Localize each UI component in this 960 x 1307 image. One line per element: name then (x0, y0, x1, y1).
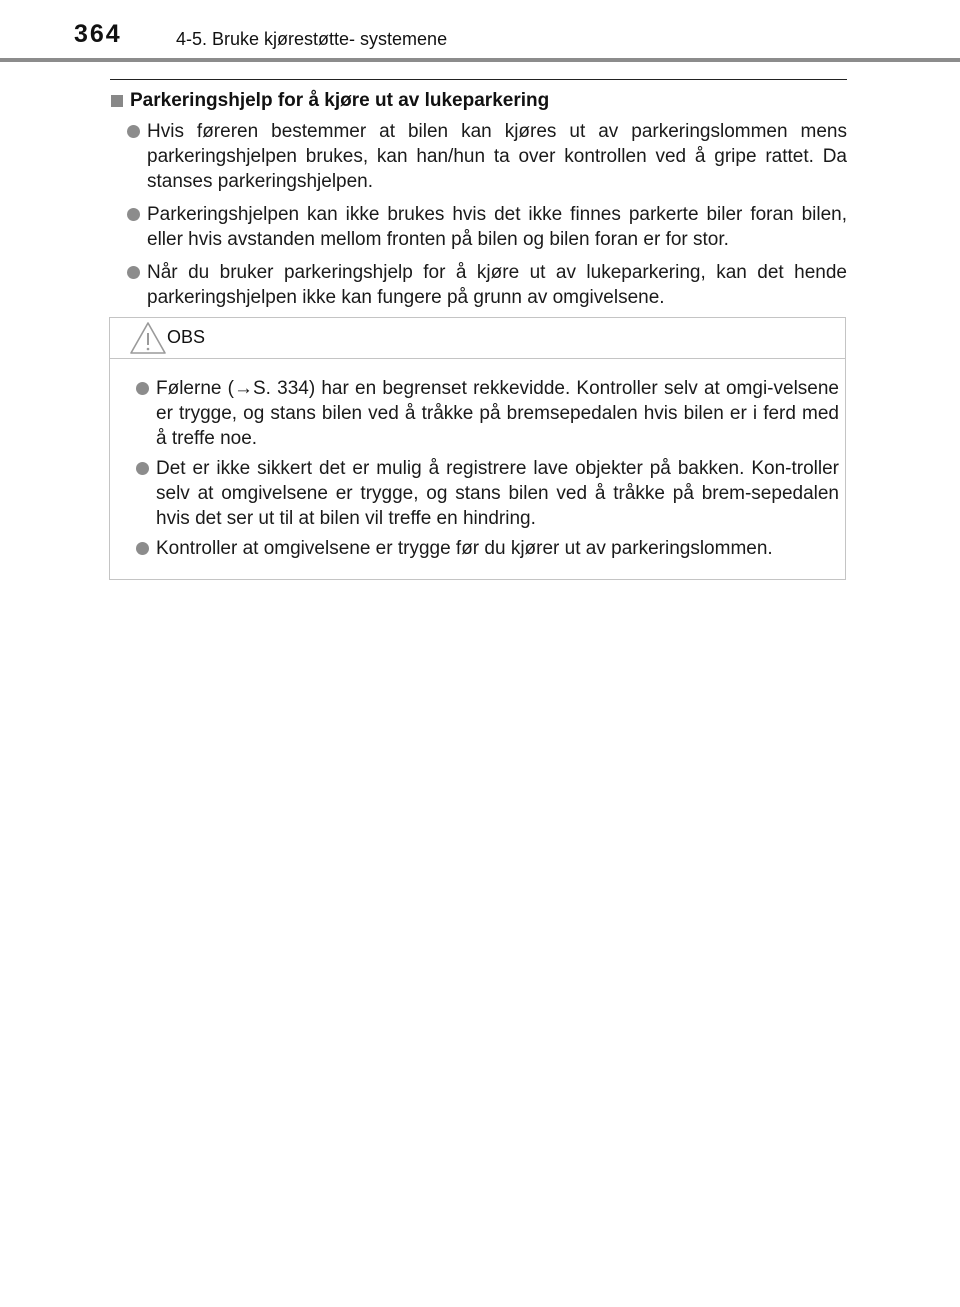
page-header (0, 0, 960, 62)
section-title: 4-5. Bruke kjørestøtte- systemene (176, 29, 448, 49)
bullet-dot-icon (136, 542, 149, 555)
square-bullet-icon (111, 95, 123, 107)
section-divider (110, 79, 847, 80)
bullet-list (127, 119, 847, 318)
bullet-dot-icon (136, 462, 149, 475)
notice-list (136, 376, 839, 566)
subsection-heading (111, 90, 549, 112)
page-number: 364 (74, 20, 122, 48)
header-rule (0, 58, 960, 62)
list-item (127, 202, 847, 252)
subsection-title: Parkeringshjelp for å kjøre ut av lukeparkering (130, 90, 550, 111)
notice-box (109, 317, 846, 580)
list-item (127, 119, 847, 194)
notice-label: OBS (167, 327, 206, 347)
list-item-text: Parkeringshjelpen kan ikke brukes hvis det ikke finnes parkerte biler foran bilen, eller hvis avstanden mellom fronten på bilen og bilen foran er for stor. (147, 204, 847, 250)
list-item-text: Hvis føreren bestemmer at bilen kan kjøres ut av parkeringslommen mens parkeringshjelpen brukes, kan han/hun ta over kontrollen ved å gripe rattet. Da stanses parkeringshjelpen. (147, 121, 847, 192)
list-item-text: Når du bruker parkeringshjelp for å kjøre ut av lukeparkering, kan det hende parkeringshjelpen ikke kan fungere på grunn av omgivelsene. (147, 262, 847, 308)
list-item-text: Det er ikke sikkert det er mulig å registrere lave objekter på bakken. Kon-troller selv at omgivelsene er trygge, og stans bilen ved å tråkke på brem-sepedalen hvis det ser ut til at bilen vil treffe en hindring. (156, 458, 839, 529)
list-item (136, 536, 839, 561)
bullet-dot-icon (127, 125, 140, 138)
notice-header (110, 318, 845, 359)
bullet-dot-icon (127, 208, 140, 221)
list-item (136, 456, 839, 531)
list-item-text: Kontroller at omgivelsene er trygge før du kjører ut av parkeringslommen. (156, 538, 773, 559)
warning-triangle-icon (128, 320, 168, 356)
list-item (136, 376, 839, 451)
list-item (127, 260, 847, 310)
bullet-dot-icon (127, 266, 140, 279)
bullet-dot-icon (136, 382, 149, 395)
list-item-text: Følerne (→S. 334) har en begrenset rekkevidde. Kontroller selv at omgi-velsene er trygge, og stans bilen ved å tråkke på bremsepedalen hvis bilen er i ferd med å treffe noe. (156, 378, 839, 449)
